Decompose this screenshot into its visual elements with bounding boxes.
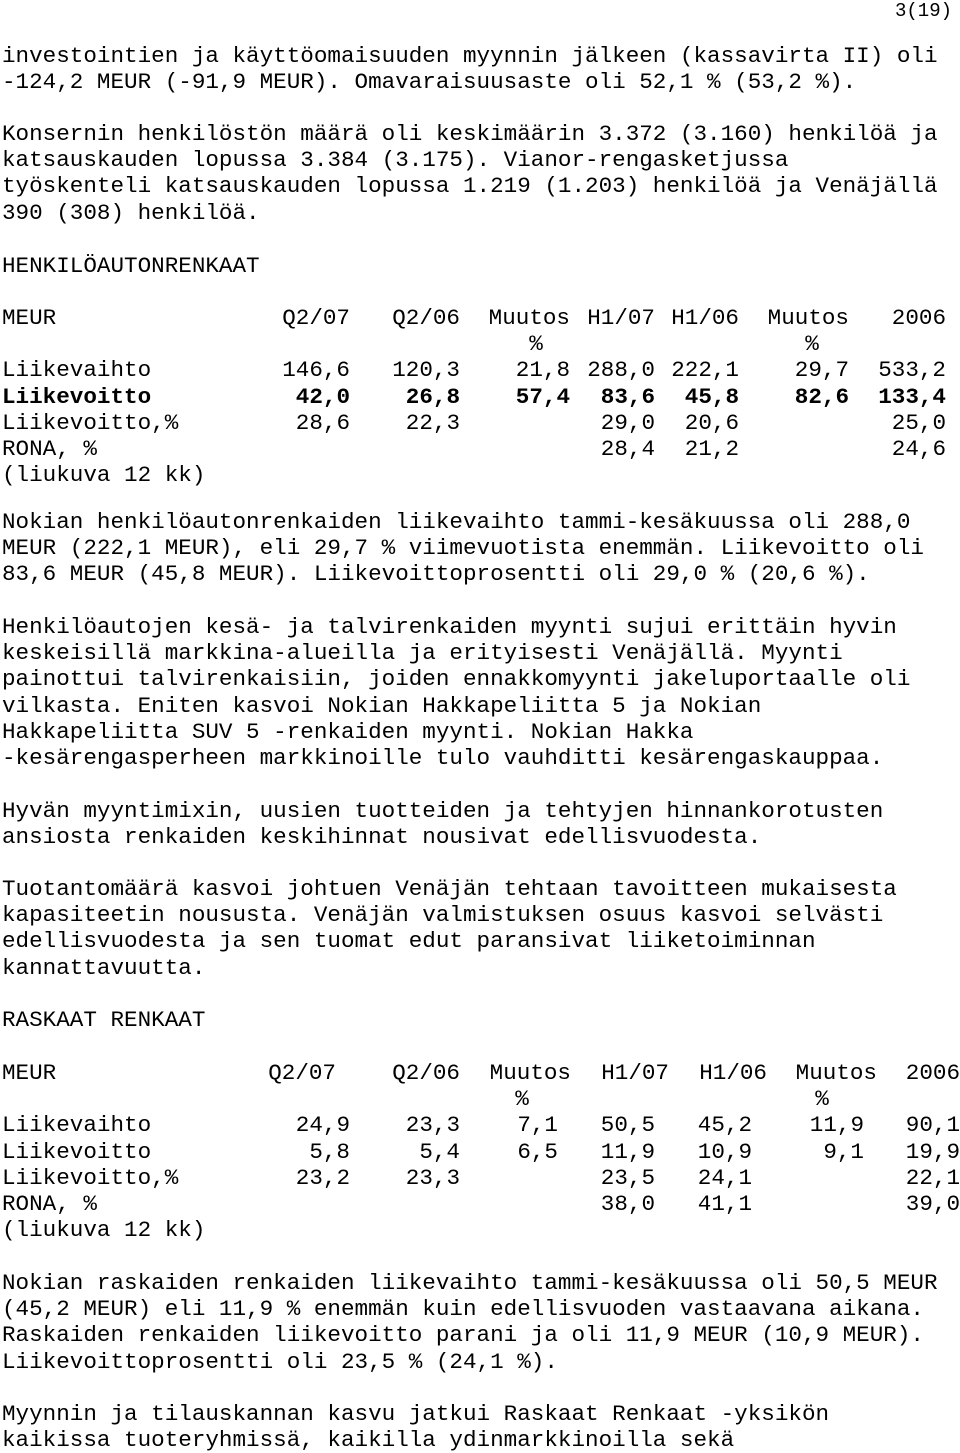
table-cell: 21,2 [684, 435, 739, 462]
table-cell: 23,2 [295, 1164, 350, 1191]
text-line: Liikevoittoprosentti oli 23,5 % (24,1 %). [2, 1348, 558, 1375]
column-unit: % [815, 1086, 829, 1113]
column-header: Muutos [489, 1060, 571, 1086]
table-footnote-row [2, 462, 960, 488]
table-row [2, 1165, 960, 1191]
table-cell: 19,9 [905, 1138, 960, 1165]
table-cell: 120,3 [392, 357, 460, 384]
heavy-tyres-table [2, 1060, 960, 1243]
text-line: edellisvuodesta ja sen tuomat edut paransivat liiketoiminnan [2, 928, 816, 955]
row-label: Liikevaihto [2, 357, 152, 384]
table-cell: 39,0 [905, 1190, 960, 1217]
table-cell: 11,9 [809, 1112, 864, 1139]
text-line: RASKAAT RENKAAT [2, 1007, 206, 1033]
text-line: Nokian henkilöautonrenkaiden liikevaihto tammi-kesäkuussa oli 288,0 [2, 509, 911, 535]
column-header: Q2/06 [392, 305, 460, 331]
table-cell: 26,8 [405, 383, 460, 410]
text-line: Tuotantomäärä kasvoi johtuen Venäjän tehtaan tavoitteen mukaisesta [2, 876, 897, 902]
section-heading [2, 1007, 960, 1033]
paragraph [2, 1270, 960, 1375]
table-cell: 83,6 [600, 383, 655, 410]
table-cell: 42,0 [295, 383, 350, 410]
table-cell: 29,7 [794, 357, 849, 384]
table-cell: 50,5 [600, 1112, 655, 1139]
column-header: H1/06 [699, 1060, 767, 1086]
text-line: 390 (308) henkilöä. [2, 199, 260, 226]
column-header: H1/07 [587, 305, 655, 331]
text-line: -124,2 MEUR (-91,9 MEUR). Omavaraisuusaste oli 52,1 % (53,2 %). [2, 69, 857, 96]
table-cell: 9,1 [823, 1138, 864, 1165]
text-line: kaikissa tuoteryhmissä, kaikilla ydinmarkkinoilla sekä [2, 1427, 735, 1453]
paragraph [2, 798, 960, 850]
passenger-car-tyres-table [2, 305, 960, 488]
text-line: HENKILÖAUTONRENKAAT [2, 253, 260, 279]
text-line: työskenteli katsauskauden lopussa 1.219 (1.203) henkilöä ja Venäjällä [2, 173, 938, 200]
column-header: Muutos [488, 305, 570, 331]
text-line: -kesärengasperheen markkinoille tulo vauhditti kesärengaskauppaa. [2, 744, 884, 771]
row-label: RONA, % [2, 435, 97, 462]
table-cell: 41,1 [697, 1190, 752, 1217]
table-cell: 38,0 [600, 1190, 655, 1217]
row-label: Liikevoitto,% [2, 1164, 179, 1191]
paragraph [2, 876, 960, 981]
page-number: 3(19) [894, 0, 952, 22]
table-row [2, 1112, 960, 1138]
table-cell: 57,4 [515, 383, 570, 410]
table-cell: 133,4 [878, 383, 946, 410]
text-line: 83,6 MEUR (45,8 MEUR). Liikevoittoprosentti oli 29,0 % (20,6 %). [2, 561, 870, 588]
column-header: 2006 [891, 305, 946, 331]
table-cell: 7,1 [517, 1112, 558, 1139]
text-line: kapasiteetin noususta. Venäjän valmistuksen osuus kasvoi selvästi [2, 902, 884, 929]
column-header: MEUR [2, 1060, 57, 1086]
table-cell: 5,8 [309, 1138, 350, 1165]
table-row [2, 410, 960, 436]
text-line: vilkasta. Eniten kasvoi Nokian Hakkapeliitta 5 ja Nokian [2, 692, 762, 719]
text-line: kannattavuutta. [2, 954, 206, 981]
text-line: Hakkapeliitta SUV 5 -renkaiden myynti. Nokian Hakka [2, 718, 694, 745]
row-label: Liikevoitto,% [2, 409, 179, 436]
column-header: 2006 [905, 1060, 960, 1086]
table-cell: 45,2 [697, 1112, 752, 1139]
paragraph [2, 509, 960, 588]
text-line: investointien ja käyttöomaisuuden myynnin jälkeen (kassavirta II) oli [2, 43, 938, 69]
column-header: H1/06 [671, 305, 739, 331]
column-header: Q2/07 [282, 305, 350, 331]
column-header: Muutos [767, 305, 849, 331]
table-cell: 24,6 [891, 435, 946, 462]
table-header-row [2, 305, 960, 331]
table-header-row [2, 1060, 960, 1086]
table-row [2, 384, 960, 410]
column-unit: % [805, 331, 819, 358]
column-header: H1/07 [601, 1060, 669, 1086]
row-label-note: (liukuva 12 kk) [2, 1217, 206, 1244]
table-cell: 45,8 [684, 383, 739, 410]
column-unit: % [515, 1086, 529, 1113]
text-line: katsauskauden lopussa 3.384 (3.175). Vianor-rengasketjussa [2, 147, 789, 174]
table-cell: 5,4 [419, 1138, 460, 1165]
section-heading [2, 253, 960, 279]
text-line: (45,2 MEUR) eli 11,9 % enemmän kuin edellisvuoden vastaavana aikana. [2, 1296, 924, 1323]
paragraph [2, 43, 960, 95]
row-label: RONA, % [2, 1190, 97, 1217]
table-cell: 533,2 [878, 357, 946, 384]
table-cell: 23,3 [405, 1112, 460, 1139]
table-cell: 23,5 [600, 1164, 655, 1191]
text-line: Konsernin henkilöstön määrä oli keskimäärin 3.372 (3.160) henkilöä ja [2, 121, 938, 147]
table-cell: 20,6 [684, 409, 739, 436]
text-line: Henkilöautojen kesä- ja talvirenkaiden myynti sujui erittäin hyvin [2, 614, 897, 640]
table-cell: 11,9 [600, 1138, 655, 1165]
column-header: Q2/06 [392, 1060, 460, 1086]
column-header: Muutos [795, 1060, 877, 1086]
paragraph [2, 614, 960, 771]
table-row [2, 1191, 960, 1217]
row-label-note: (liukuva 12 kk) [2, 462, 206, 489]
text-line: painottui talvirenkaisiin, joiden ennakkomyynti jakeluportaalle oli [2, 666, 911, 693]
row-label: Liikevoitto [2, 1138, 152, 1165]
table-cell: 6,5 [517, 1138, 558, 1165]
text-line: ansiosta renkaiden keskihinnat nousivat edellisvuodesta. [2, 824, 762, 851]
table-cell: 90,1 [905, 1112, 960, 1139]
paragraph [2, 1401, 960, 1453]
table-subheader-row [2, 1086, 960, 1112]
table-subheader-row [2, 331, 960, 357]
table-row [2, 436, 960, 462]
table-cell: 21,8 [515, 357, 570, 384]
table-cell: 22,1 [905, 1164, 960, 1191]
column-header: MEUR [2, 305, 57, 331]
table-cell: 146,6 [282, 357, 350, 384]
row-label: Liikevaihto [2, 1112, 152, 1139]
table-cell: 23,3 [405, 1164, 460, 1191]
table-cell: 29,0 [600, 409, 655, 436]
text-line: Myynnin ja tilauskannan kasvu jatkui Raskaat Renkaat -yksikön [2, 1401, 830, 1427]
table-cell: 28,4 [600, 435, 655, 462]
column-header: Q2/07 [268, 1060, 336, 1086]
table-cell: 22,3 [405, 409, 460, 436]
table-cell: 222,1 [671, 357, 739, 384]
table-row [2, 1139, 960, 1165]
table-cell: 24,9 [295, 1112, 350, 1139]
table-cell: 288,0 [587, 357, 655, 384]
text-line: keskeisillä markkina-alueilla ja erityisesti Venäjällä. Myynti [2, 640, 843, 667]
row-label: Liikevoitto [2, 383, 152, 410]
table-cell: 82,6 [794, 383, 849, 410]
table-cell: 24,1 [697, 1164, 752, 1191]
text-line: Nokian raskaiden renkaiden liikevaihto tammi-kesäkuussa oli 50,5 MEUR [2, 1270, 938, 1296]
table-footnote-row [2, 1217, 960, 1243]
column-unit: % [529, 331, 543, 358]
table-cell: 25,0 [891, 409, 946, 436]
text-line: MEUR (222,1 MEUR), eli 29,7 % viimevuotista enemmän. Liikevoitto oli [2, 535, 924, 562]
text-line: Hyvän myyntimixin, uusien tuotteiden ja tehtyjen hinnankorotusten [2, 798, 884, 824]
table-row [2, 357, 960, 383]
table-cell: 28,6 [295, 409, 350, 436]
text-line: Raskaiden renkaiden liikevoitto parani ja oli 11,9 MEUR (10,9 MEUR). [2, 1322, 924, 1349]
paragraph [2, 121, 960, 226]
table-cell: 10,9 [697, 1138, 752, 1165]
